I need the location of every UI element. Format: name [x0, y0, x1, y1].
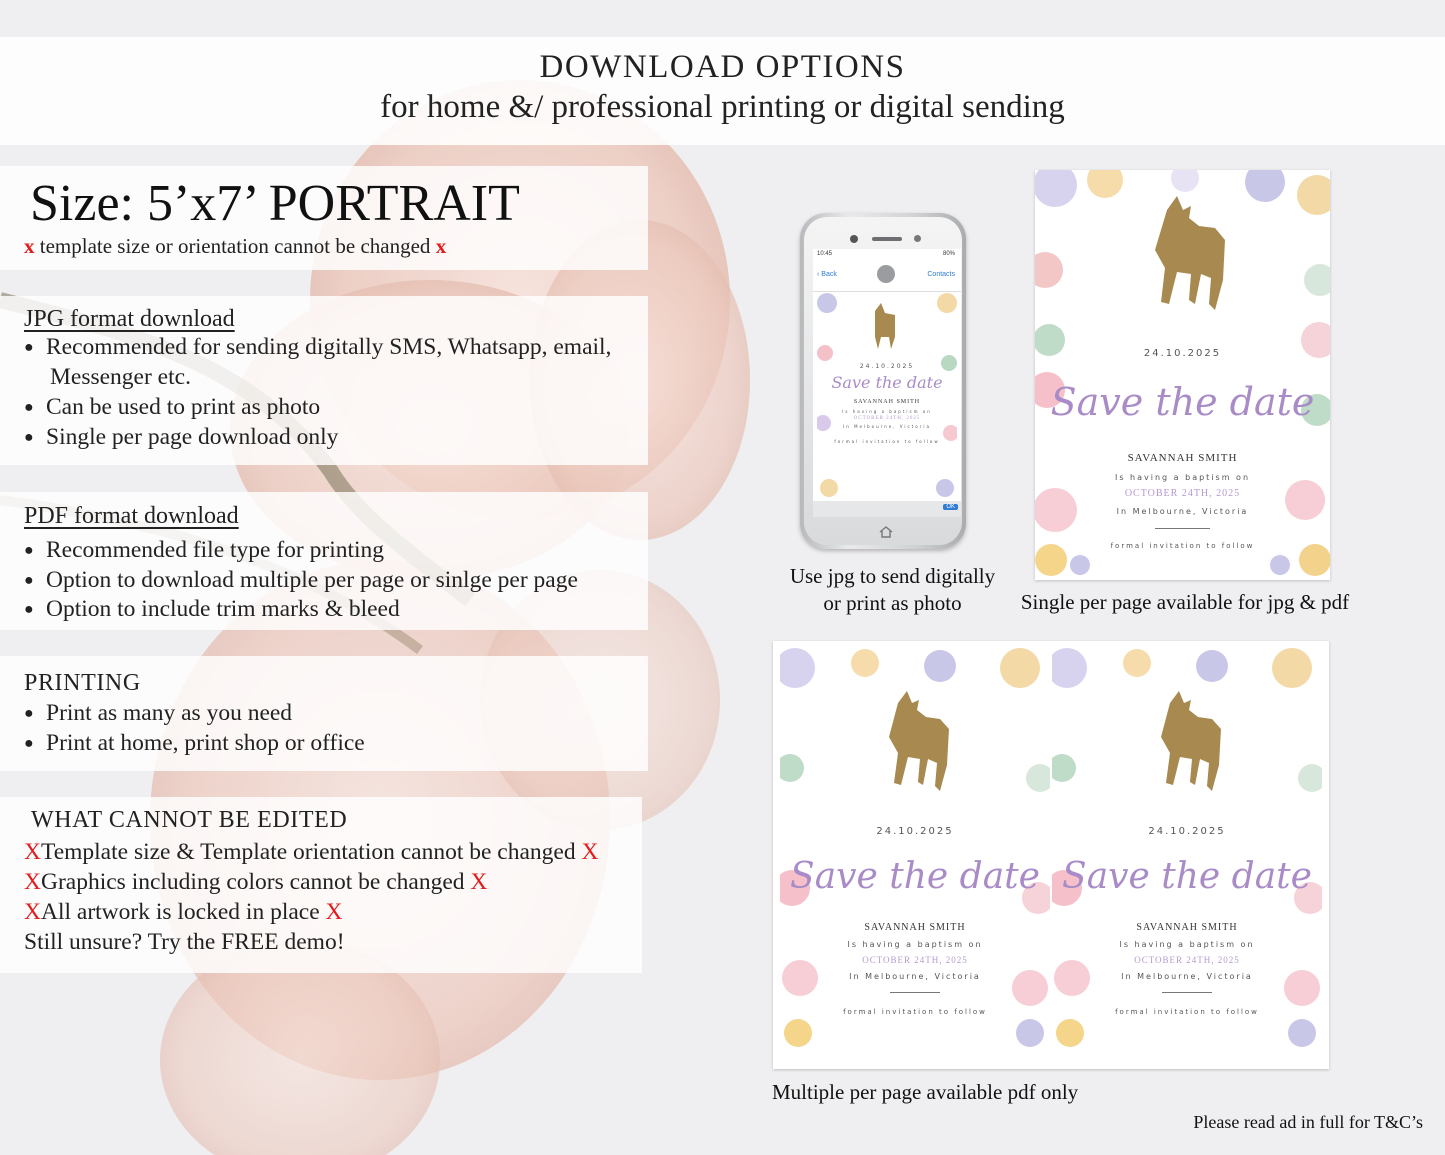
bullet-icon: ●	[24, 705, 34, 722]
invitation-thumbnail: 24.10.2025 Save the date SAVANNAH SMITH Is having a baptism on OCTOBER 24TH, 2025 In Melbourne, Victoria formal invitation to follow	[817, 293, 957, 499]
red-x-icon: X	[24, 899, 41, 925]
header-subtitle: for home &/ professional printing or digital sending	[380, 89, 1065, 125]
bullet-icon: ●	[24, 572, 34, 589]
invitation-thumbnail: 24.10.2025 Save the date SAVANNAH SMITH Is having a baptism on OCTOBER 24TH, 2025 In Melbourne, Victoria formal invitation to follow	[780, 648, 1050, 1048]
home-icon	[878, 525, 894, 539]
send-button[interactable]: OK	[943, 504, 958, 510]
multi-invitation-preview	[773, 641, 1329, 1069]
status-bar: 10:45 80%	[817, 251, 955, 257]
demo-note: Still unsure? Try the FREE demo!	[24, 929, 345, 955]
list-item: XAll artwork is locked in place X	[24, 899, 343, 925]
phone-screen	[813, 249, 961, 517]
list-item: ● Recommended file type for printing	[24, 537, 385, 563]
red-x-icon: X	[24, 839, 41, 865]
pdf-section-title: PDF format download	[24, 503, 239, 529]
avatar-icon	[877, 265, 895, 283]
bullet-icon: ●	[24, 601, 34, 618]
size-note-text: template size or orientation cannot be changed	[39, 234, 431, 258]
cannot-edit-title: WHAT CANNOT BE EDITED	[31, 807, 348, 833]
list-item: ● Single per page download only	[24, 424, 339, 450]
list-item: XTemplate size & Template orientation cannot be changed X	[24, 839, 599, 865]
jpg-section-title: JPG format download	[24, 306, 235, 332]
back-link[interactable]: ‹ Back	[817, 271, 837, 278]
cannot-edit-panel	[0, 797, 642, 973]
bullet-icon: ●	[24, 399, 34, 416]
red-x-icon: x	[24, 234, 35, 258]
message-nav-bar	[813, 261, 961, 292]
list-item: ● Can be used to print as photo	[24, 394, 321, 420]
sensor-icon	[914, 235, 921, 242]
phone-mockup	[800, 213, 966, 549]
multi-caption: Multiple per page available pdf only	[772, 1080, 1079, 1104]
printing-section-title: PRINTING	[24, 670, 141, 696]
footer-note: Please read ad in full for T&C’s	[1193, 1112, 1423, 1132]
pdf-format-panel	[0, 492, 648, 630]
single-caption: Single per page available for jpg & pdf	[1020, 590, 1350, 614]
message-input-bar[interactable]	[813, 501, 961, 517]
list-item-continued: Messenger etc.	[50, 364, 191, 390]
list-item: ● Recommended for sending digitally SMS, Whatsapp, email,	[24, 334, 612, 360]
bullet-icon: ●	[24, 542, 34, 559]
red-x-icon: X	[325, 899, 343, 925]
red-x-icon: x	[435, 234, 447, 258]
bullet-icon: ●	[24, 429, 34, 446]
red-x-icon: X	[24, 869, 41, 895]
red-x-icon: X	[470, 869, 488, 895]
header-title: DOWNLOAD OPTIONS	[539, 49, 906, 85]
bullet-icon: ●	[24, 735, 34, 752]
header-banner	[0, 37, 1445, 145]
list-item: XGraphics including colors cannot be changed X	[24, 869, 488, 895]
camera-icon	[850, 235, 858, 243]
size-title: Size: 5’x7’ PORTRAIT	[30, 175, 520, 232]
red-x-icon: X	[581, 839, 599, 865]
printing-panel	[0, 656, 648, 771]
list-item: ● Option to download multiple per page or sinlge per page	[24, 567, 578, 593]
size-note	[24, 234, 446, 259]
jpg-format-panel	[0, 296, 648, 465]
list-item: ● Print as many as you need	[24, 700, 293, 726]
size-panel	[0, 166, 648, 270]
contacts-link[interactable]: Contacts	[927, 271, 955, 278]
invitation-thumbnail: 24.10.2025 Save the date SAVANNAH SMITH Is having a baptism on OCTOBER 24TH, 2025 In Melbourne, Victoria formal invitation to follow	[1052, 648, 1322, 1048]
bullet-icon: ●	[24, 339, 34, 356]
single-invitation-preview: 24.10.2025 Save the date SAVANNAH SMITH Is having a baptism on OCTOBER 24TH, 2025 In Melbourne, Victoria formal invitation to follow	[1035, 170, 1330, 580]
list-item: ● Option to include trim marks & bleed	[24, 596, 400, 622]
phone-caption: Use jpg to send digitally or print as photo	[789, 564, 996, 615]
speaker-icon	[872, 237, 902, 241]
list-item: ● Print at home, print shop or office	[24, 730, 365, 756]
